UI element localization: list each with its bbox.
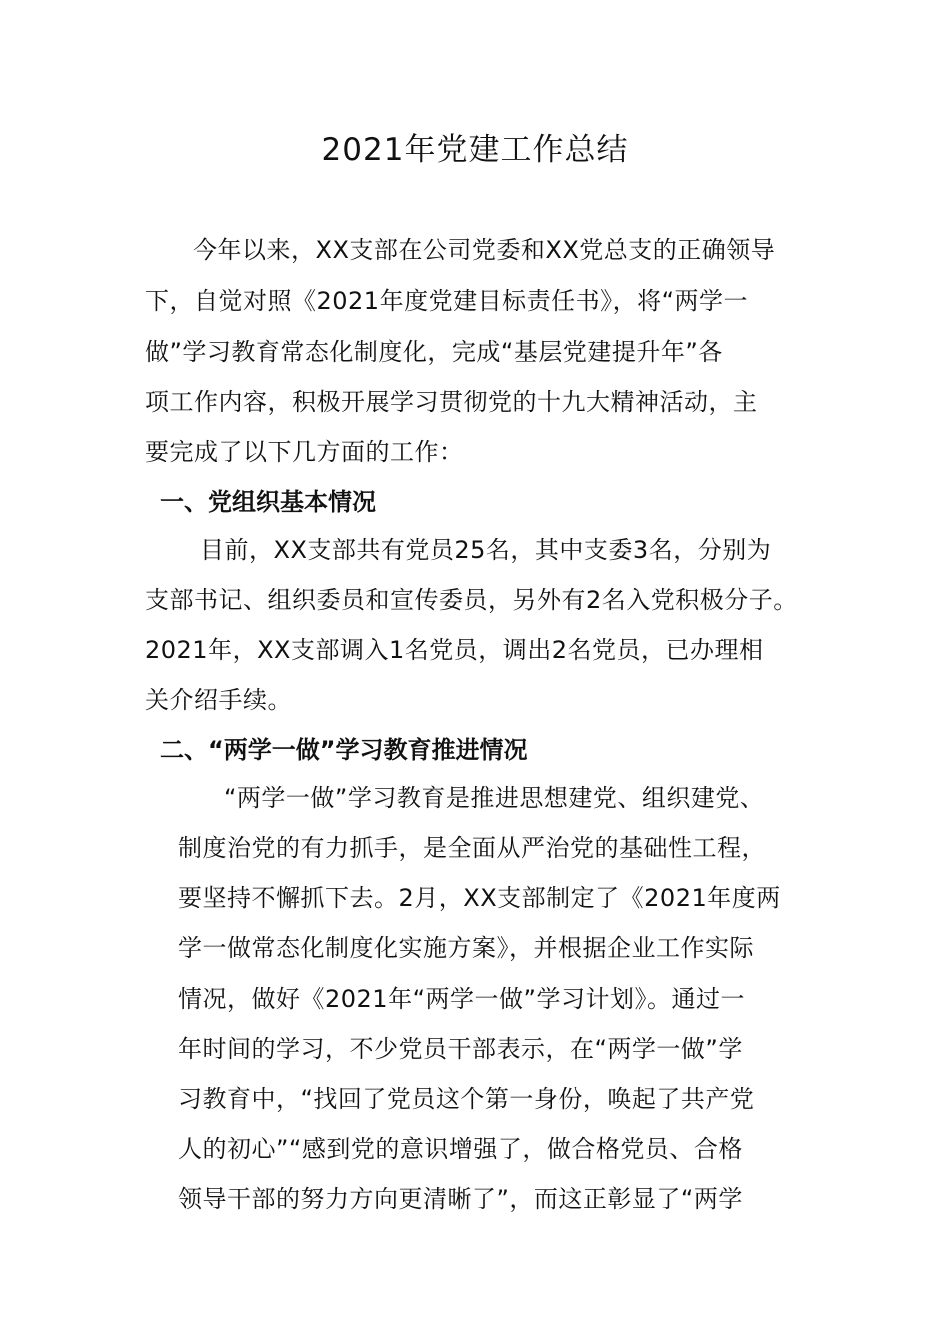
intro-line-2: 下，自觉对照《2021年度党建目标责任书》，将“两学一: [145, 287, 749, 315]
document-title: 2021年党建工作总结: [321, 132, 629, 168]
section-1-line-2: 支部书记、组织委员和宣传委员，另外有2名入党积极分子。: [145, 586, 798, 614]
section-1-line-3: 2021年，XX支部调入1名党员，调出2名党员，已办理相: [145, 636, 764, 664]
intro-line-5: 要完成了以下几方面的工作：: [145, 438, 464, 466]
section-2-line-9: 领导干部的努力方向更清晰了”，而这正彰显了“两学: [178, 1185, 743, 1213]
section-2-line-2: 制度治党的有力抓手，是全面从严治党的基础性工程，: [178, 834, 766, 862]
section-2-line-3: 要坚持不懈抓下去。2月，XX支部制定了《2021年度两: [178, 884, 781, 912]
section-2-line-4: 学一做常态化制度化实施方案》，并根据企业工作实际: [178, 934, 754, 962]
intro-line-3: 做”学习教育常态化制度化，完成“基层党建提升年”各: [145, 338, 723, 366]
section-1-heading: 一、党组织基本情况: [160, 488, 376, 516]
section-2-line-1: “两学一做”学习教育是推进思想建党、组织建党、: [224, 784, 765, 812]
section-2-line-8: 人的初心”“感到党的意识增强了，做合格党员、合格: [178, 1135, 743, 1163]
section-2-line-5: 情况，做好《2021年“两学一做”学习计划》。通过一: [178, 985, 745, 1013]
section-2-heading: 二、“两学一做”学习教育推进情况: [160, 736, 528, 764]
section-1-line-4: 关介绍手续。: [145, 686, 292, 714]
section-2-line-6: 年时间的学习，不少党员干部表示，在“两学一做”学: [178, 1035, 743, 1063]
section-1-line-1: 目前，XX支部共有党员25名，其中支委3名，分别为: [200, 536, 772, 564]
intro-line-4: 项工作内容，积极开展学习贯彻党的十九大精神活动，主: [145, 388, 758, 416]
section-2-line-7: 习教育中，“找回了党员这个第一身份，唤起了共产党: [178, 1085, 755, 1113]
intro-line-1: 今年以来，XX支部在公司党委和XX党总支的正确领导: [193, 236, 776, 264]
